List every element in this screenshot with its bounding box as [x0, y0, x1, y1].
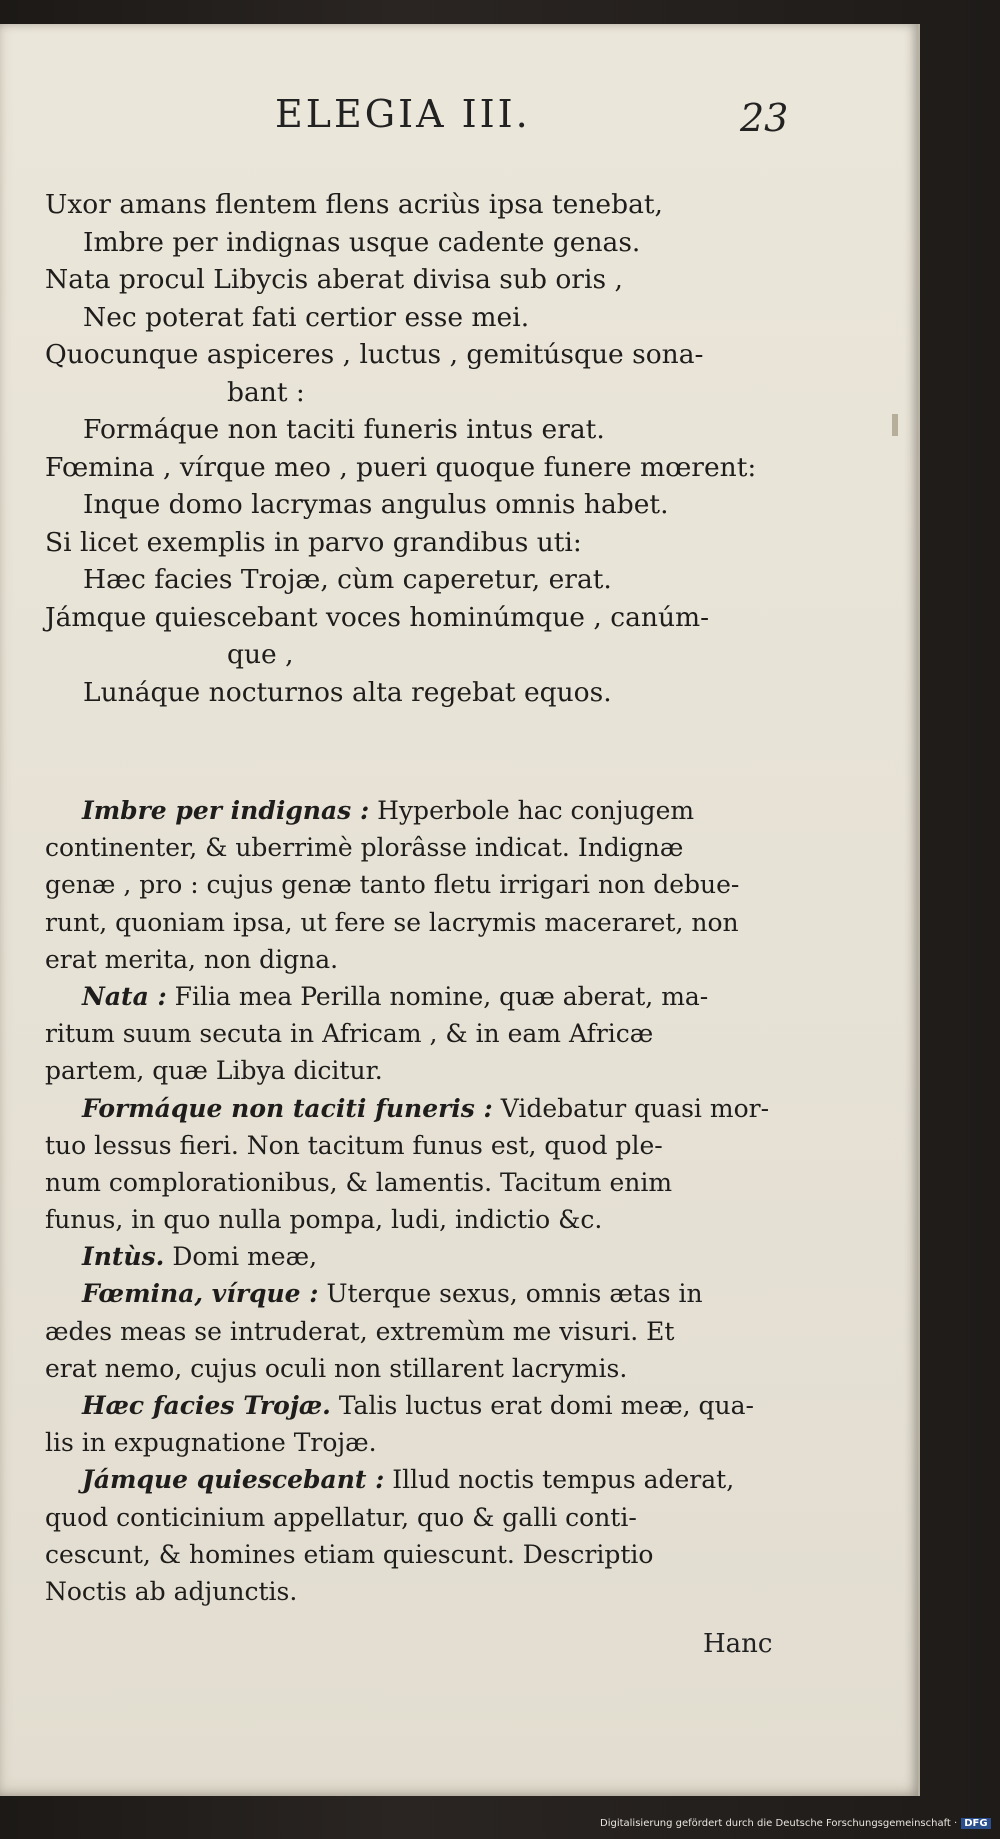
- verse-line: Lunáque nocturnos alta regebat equos.: [83, 676, 612, 708]
- commentary-line: [45, 1238, 790, 1275]
- commentary-text: Hyperbole hac conjugem: [369, 796, 695, 825]
- commentary-line: [45, 1090, 790, 1127]
- verse-line: bant :: [227, 376, 305, 408]
- commentary-line: partem, quæ Libya dicitur.: [45, 1056, 383, 1086]
- commentary-block: [45, 792, 790, 1610]
- verse-line: Jámque quiescebant voces hominúmque , canúm-: [45, 601, 710, 633]
- verse-line: Si licet exemplis in parvo grandibus uti:: [45, 526, 582, 558]
- commentary-line: [45, 1275, 790, 1312]
- lemma: Fœmina, vírque :: [82, 1279, 319, 1309]
- commentary-line: funus, in quo nulla pompa, ludi, indictio &c.: [45, 1205, 603, 1235]
- commentary-line: num complorationibus, & lamentis. Tacitum enim: [45, 1167, 673, 1197]
- verse-line: Hæc facies Trojæ, cùm caperetur, erat.: [83, 564, 612, 595]
- lemma: Hæc facies Trojæ.: [82, 1391, 331, 1420]
- commentary-line: [45, 978, 790, 1015]
- commentary-line: [45, 792, 790, 829]
- commentary-text: Videbatur quasi mor-: [492, 1093, 770, 1123]
- verse-line: Inque domo lacrymas angulus omnis habet.: [83, 489, 669, 520]
- catchword: Hanc: [703, 1629, 773, 1659]
- commentary-text: Uterque sexus, omnis ætas in: [318, 1279, 703, 1309]
- verse-line: Nata procul Libycis aberat divisa sub oris ,: [45, 264, 623, 295]
- dfg-logo: DFG: [961, 1818, 990, 1829]
- commentary-line: Noctis ab adjunctis.: [45, 1576, 298, 1606]
- commentary-line: cescunt, & homines etiam quiescunt. Descriptio: [45, 1539, 654, 1569]
- book-page: [0, 24, 920, 1796]
- commentary-line: erat merita, non digna.: [45, 944, 339, 974]
- verse-line: Uxor amans flentem flens acriùs ipsa tenebat,: [45, 189, 663, 220]
- commentary-text: Filia mea Perilla nomine, quæ aberat, ma-: [166, 981, 709, 1011]
- verse-block: [45, 186, 875, 711]
- page-header: [0, 86, 918, 146]
- commentary-text: Domi meæ,: [164, 1242, 318, 1272]
- commentary-line: tuo lessus fieri. Non tacitum funus est, quod ple-: [45, 1130, 663, 1160]
- commentary-line: genæ , pro : cujus genæ tanto fletu irrigari non debue-: [45, 870, 740, 900]
- verse-line: Formáque non taciti funeris intus erat.: [83, 414, 605, 445]
- lemma: Jámque quiescebant :: [82, 1465, 385, 1495]
- commentary-line: runt, quoniam ipsa, ut fere se lacrymis maceraret, non: [45, 907, 739, 937]
- verse-line: Quocunque aspiceres , luctus , gemitúsque sona-: [45, 339, 704, 370]
- commentary-line: [45, 1461, 790, 1498]
- commentary-line: ritum suum secuta in Africam , & in eam Africæ: [45, 1019, 654, 1049]
- commentary-line: quod conticinium appellatur, quo & galli conti-: [45, 1502, 637, 1532]
- running-title: ELEGIA III.: [275, 92, 531, 136]
- digitization-credit: [600, 1818, 991, 1836]
- page-number: 23: [740, 96, 789, 140]
- lemma: Imbre per indignas :: [82, 796, 370, 825]
- lemma: Nata :: [82, 981, 167, 1011]
- verse-line: que ,: [227, 639, 294, 670]
- verse-line: Fœmina , vírque meo , pueri quoque funere mœrent:: [45, 451, 757, 483]
- commentary-line: continenter, & uberrimè plorâsse indicat. Indignæ: [45, 833, 684, 863]
- verse-line: Nec poterat fati certior esse mei.: [83, 301, 530, 333]
- commentary-line: [45, 1387, 790, 1424]
- page-edge-tab: [892, 414, 898, 436]
- commentary-line: erat nemo, cujus oculi non stillarent lacrymis.: [45, 1353, 628, 1383]
- lemma: Intùs.: [82, 1242, 165, 1272]
- verse-line: Imbre per indignas usque cadente genas.: [83, 226, 641, 258]
- commentary-text: Talis luctus erat domi meæ, qua-: [330, 1391, 754, 1420]
- lemma: Formáque non taciti funeris :: [82, 1093, 493, 1123]
- commentary-text: Illud noctis tempus aderat,: [384, 1465, 735, 1495]
- commentary-line: lis in expugnatione Trojæ.: [45, 1428, 377, 1458]
- credit-text: Digitalisierung gefördert durch die Deutsche Forschungsgemeinschaft ·: [600, 1818, 958, 1829]
- commentary-line: ædes meas se intruderat, extremùm me visuri. Et: [45, 1316, 675, 1346]
